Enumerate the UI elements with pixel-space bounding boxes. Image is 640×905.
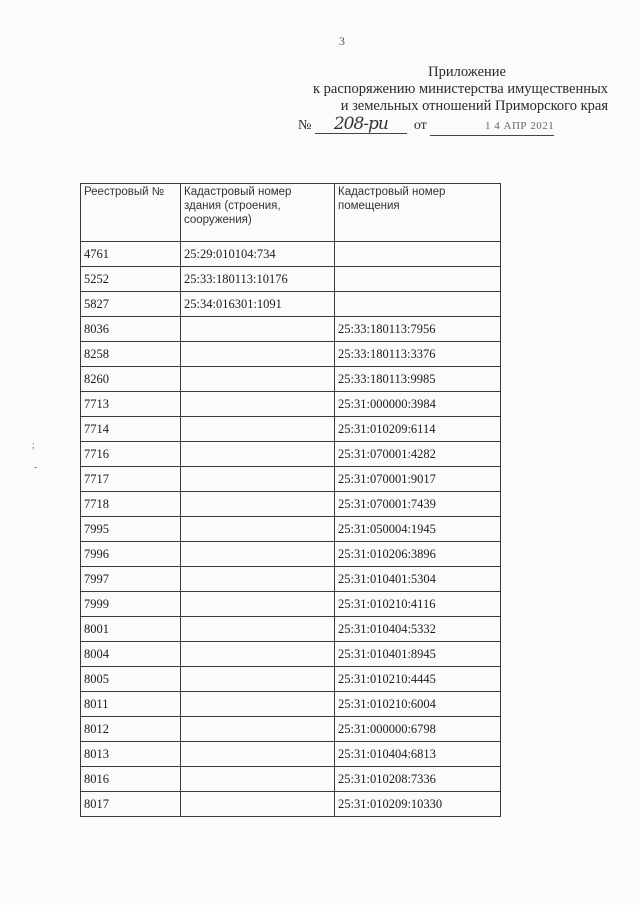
cell-premises-cadastral: 25:31:010206:3896 (335, 542, 501, 567)
cell-premises-cadastral: 25:31:070001:9017 (335, 467, 501, 492)
table-header-row (81, 184, 501, 242)
page-number: 3 (339, 34, 345, 48)
cell-building-cadastral (181, 517, 335, 542)
appendix-title: Приложение (428, 64, 506, 80)
cell-premises-cadastral (335, 292, 501, 317)
cell-registry-number: 7714 (81, 417, 181, 442)
cell-building-cadastral (181, 492, 335, 517)
cell-premises-cadastral: 25:31:010401:5304 (335, 567, 501, 592)
cell-premises-cadastral: 25:31:010210:6004 (335, 692, 501, 717)
cadastral-table (80, 183, 501, 817)
cell-registry-number: 8012 (81, 717, 181, 742)
table-row (81, 542, 501, 567)
cell-registry-number: 8017 (81, 792, 181, 817)
table-row (81, 242, 501, 267)
cell-registry-number: 8004 (81, 642, 181, 667)
order-number-line (278, 116, 608, 136)
column-header-registry: Реестровый № (81, 184, 181, 242)
cell-building-cadastral (181, 317, 335, 342)
column-header-premises: Кадастровый номер помещения (335, 184, 501, 242)
cell-building-cadastral (181, 542, 335, 567)
cell-building-cadastral: 25:33:180113:10176 (181, 267, 335, 292)
cell-premises-cadastral: 25:31:070001:4282 (335, 442, 501, 467)
cell-premises-cadastral: 25:31:070001:7439 (335, 492, 501, 517)
table-row (81, 342, 501, 367)
cell-premises-cadastral (335, 267, 501, 292)
cell-registry-number: 8036 (81, 317, 181, 342)
cell-registry-number: 7716 (81, 442, 181, 467)
table-row (81, 692, 501, 717)
cell-building-cadastral (181, 642, 335, 667)
table-row (81, 417, 501, 442)
cell-registry-number: 8260 (81, 367, 181, 392)
table-row (81, 567, 501, 592)
table-body (81, 242, 501, 817)
cell-registry-number: 7717 (81, 467, 181, 492)
cell-registry-number: 7997 (81, 567, 181, 592)
table-row (81, 517, 501, 542)
cell-building-cadastral (181, 392, 335, 417)
table-row (81, 292, 501, 317)
table-row (81, 617, 501, 642)
table-row (81, 592, 501, 617)
cell-building-cadastral (181, 742, 335, 767)
cell-building-cadastral (181, 792, 335, 817)
cell-premises-cadastral: 25:33:180113:3376 (335, 342, 501, 367)
cell-premises-cadastral: 25:31:010210:4445 (335, 667, 501, 692)
table-row (81, 267, 501, 292)
cell-building-cadastral (181, 592, 335, 617)
date-prefix: от (413, 118, 427, 133)
cell-building-cadastral (181, 367, 335, 392)
cell-registry-number: 5827 (81, 292, 181, 317)
cell-premises-cadastral: 25:33:180113:9985 (335, 367, 501, 392)
cell-premises-cadastral: 25:31:010404:6813 (335, 742, 501, 767)
cell-registry-number: 8013 (81, 742, 181, 767)
stamped-date: 1 4 АПР 2021 (430, 118, 554, 136)
cell-registry-number: 8016 (81, 767, 181, 792)
cell-building-cadastral (181, 417, 335, 442)
table-row (81, 667, 501, 692)
cell-building-cadastral (181, 342, 335, 367)
table-row (81, 367, 501, 392)
cell-building-cadastral: 25:34:016301:1091 (181, 292, 335, 317)
appendix-header (278, 64, 608, 136)
cell-registry-number: 7713 (81, 392, 181, 417)
table-row (81, 642, 501, 667)
table-row (81, 717, 501, 742)
cell-building-cadastral (181, 567, 335, 592)
table-row (81, 467, 501, 492)
table-row (81, 742, 501, 767)
table-row (81, 767, 501, 792)
cell-registry-number: 7995 (81, 517, 181, 542)
number-prefix: № (298, 118, 312, 133)
appendix-line-2: и земельных отношений Приморского края (340, 98, 608, 114)
table-row (81, 317, 501, 342)
cell-premises-cadastral: 25:31:010401:8945 (335, 642, 501, 667)
cell-premises-cadastral: 25:31:000000:3984 (335, 392, 501, 417)
cell-registry-number: 8011 (81, 692, 181, 717)
cell-registry-number: 4761 (81, 242, 181, 267)
cell-premises-cadastral: 25:31:010209:6114 (335, 417, 501, 442)
cell-registry-number: 8005 (81, 667, 181, 692)
cell-premises-cadastral: 25:31:010404:5332 (335, 617, 501, 642)
cell-building-cadastral (181, 767, 335, 792)
cell-registry-number: 7999 (81, 592, 181, 617)
cell-premises-cadastral (335, 242, 501, 267)
table-row (81, 392, 501, 417)
cell-premises-cadastral: 25:33:180113:7956 (335, 317, 501, 342)
cell-premises-cadastral: 25:31:000000:6798 (335, 717, 501, 742)
cell-premises-cadastral: 25:31:010209:10330 (335, 792, 501, 817)
cell-building-cadastral (181, 442, 335, 467)
appendix-line-1: к распоряжению министерства имущественных (313, 81, 608, 97)
cell-building-cadastral (181, 667, 335, 692)
scan-speck: ; (32, 440, 35, 451)
handwritten-order-number: 208-ри (315, 116, 407, 134)
cell-building-cadastral (181, 617, 335, 642)
cell-premises-cadastral: 25:31:010210:4116 (335, 592, 501, 617)
cell-premises-cadastral: 25:31:010208:7336 (335, 767, 501, 792)
table-row (81, 442, 501, 467)
cell-registry-number: 7996 (81, 542, 181, 567)
cell-building-cadastral (181, 717, 335, 742)
table-row (81, 492, 501, 517)
cell-building-cadastral (181, 467, 335, 492)
cell-building-cadastral (181, 692, 335, 717)
table-row (81, 792, 501, 817)
scan-speck: - (34, 462, 38, 473)
cell-registry-number: 8258 (81, 342, 181, 367)
cell-registry-number: 8001 (81, 617, 181, 642)
column-header-building: Кадастровый номер здания (строения, сооружения) (181, 184, 335, 242)
cell-registry-number: 5252 (81, 267, 181, 292)
cell-premises-cadastral: 25:31:050004:1945 (335, 517, 501, 542)
cell-registry-number: 7718 (81, 492, 181, 517)
cell-building-cadastral: 25:29:010104:734 (181, 242, 335, 267)
